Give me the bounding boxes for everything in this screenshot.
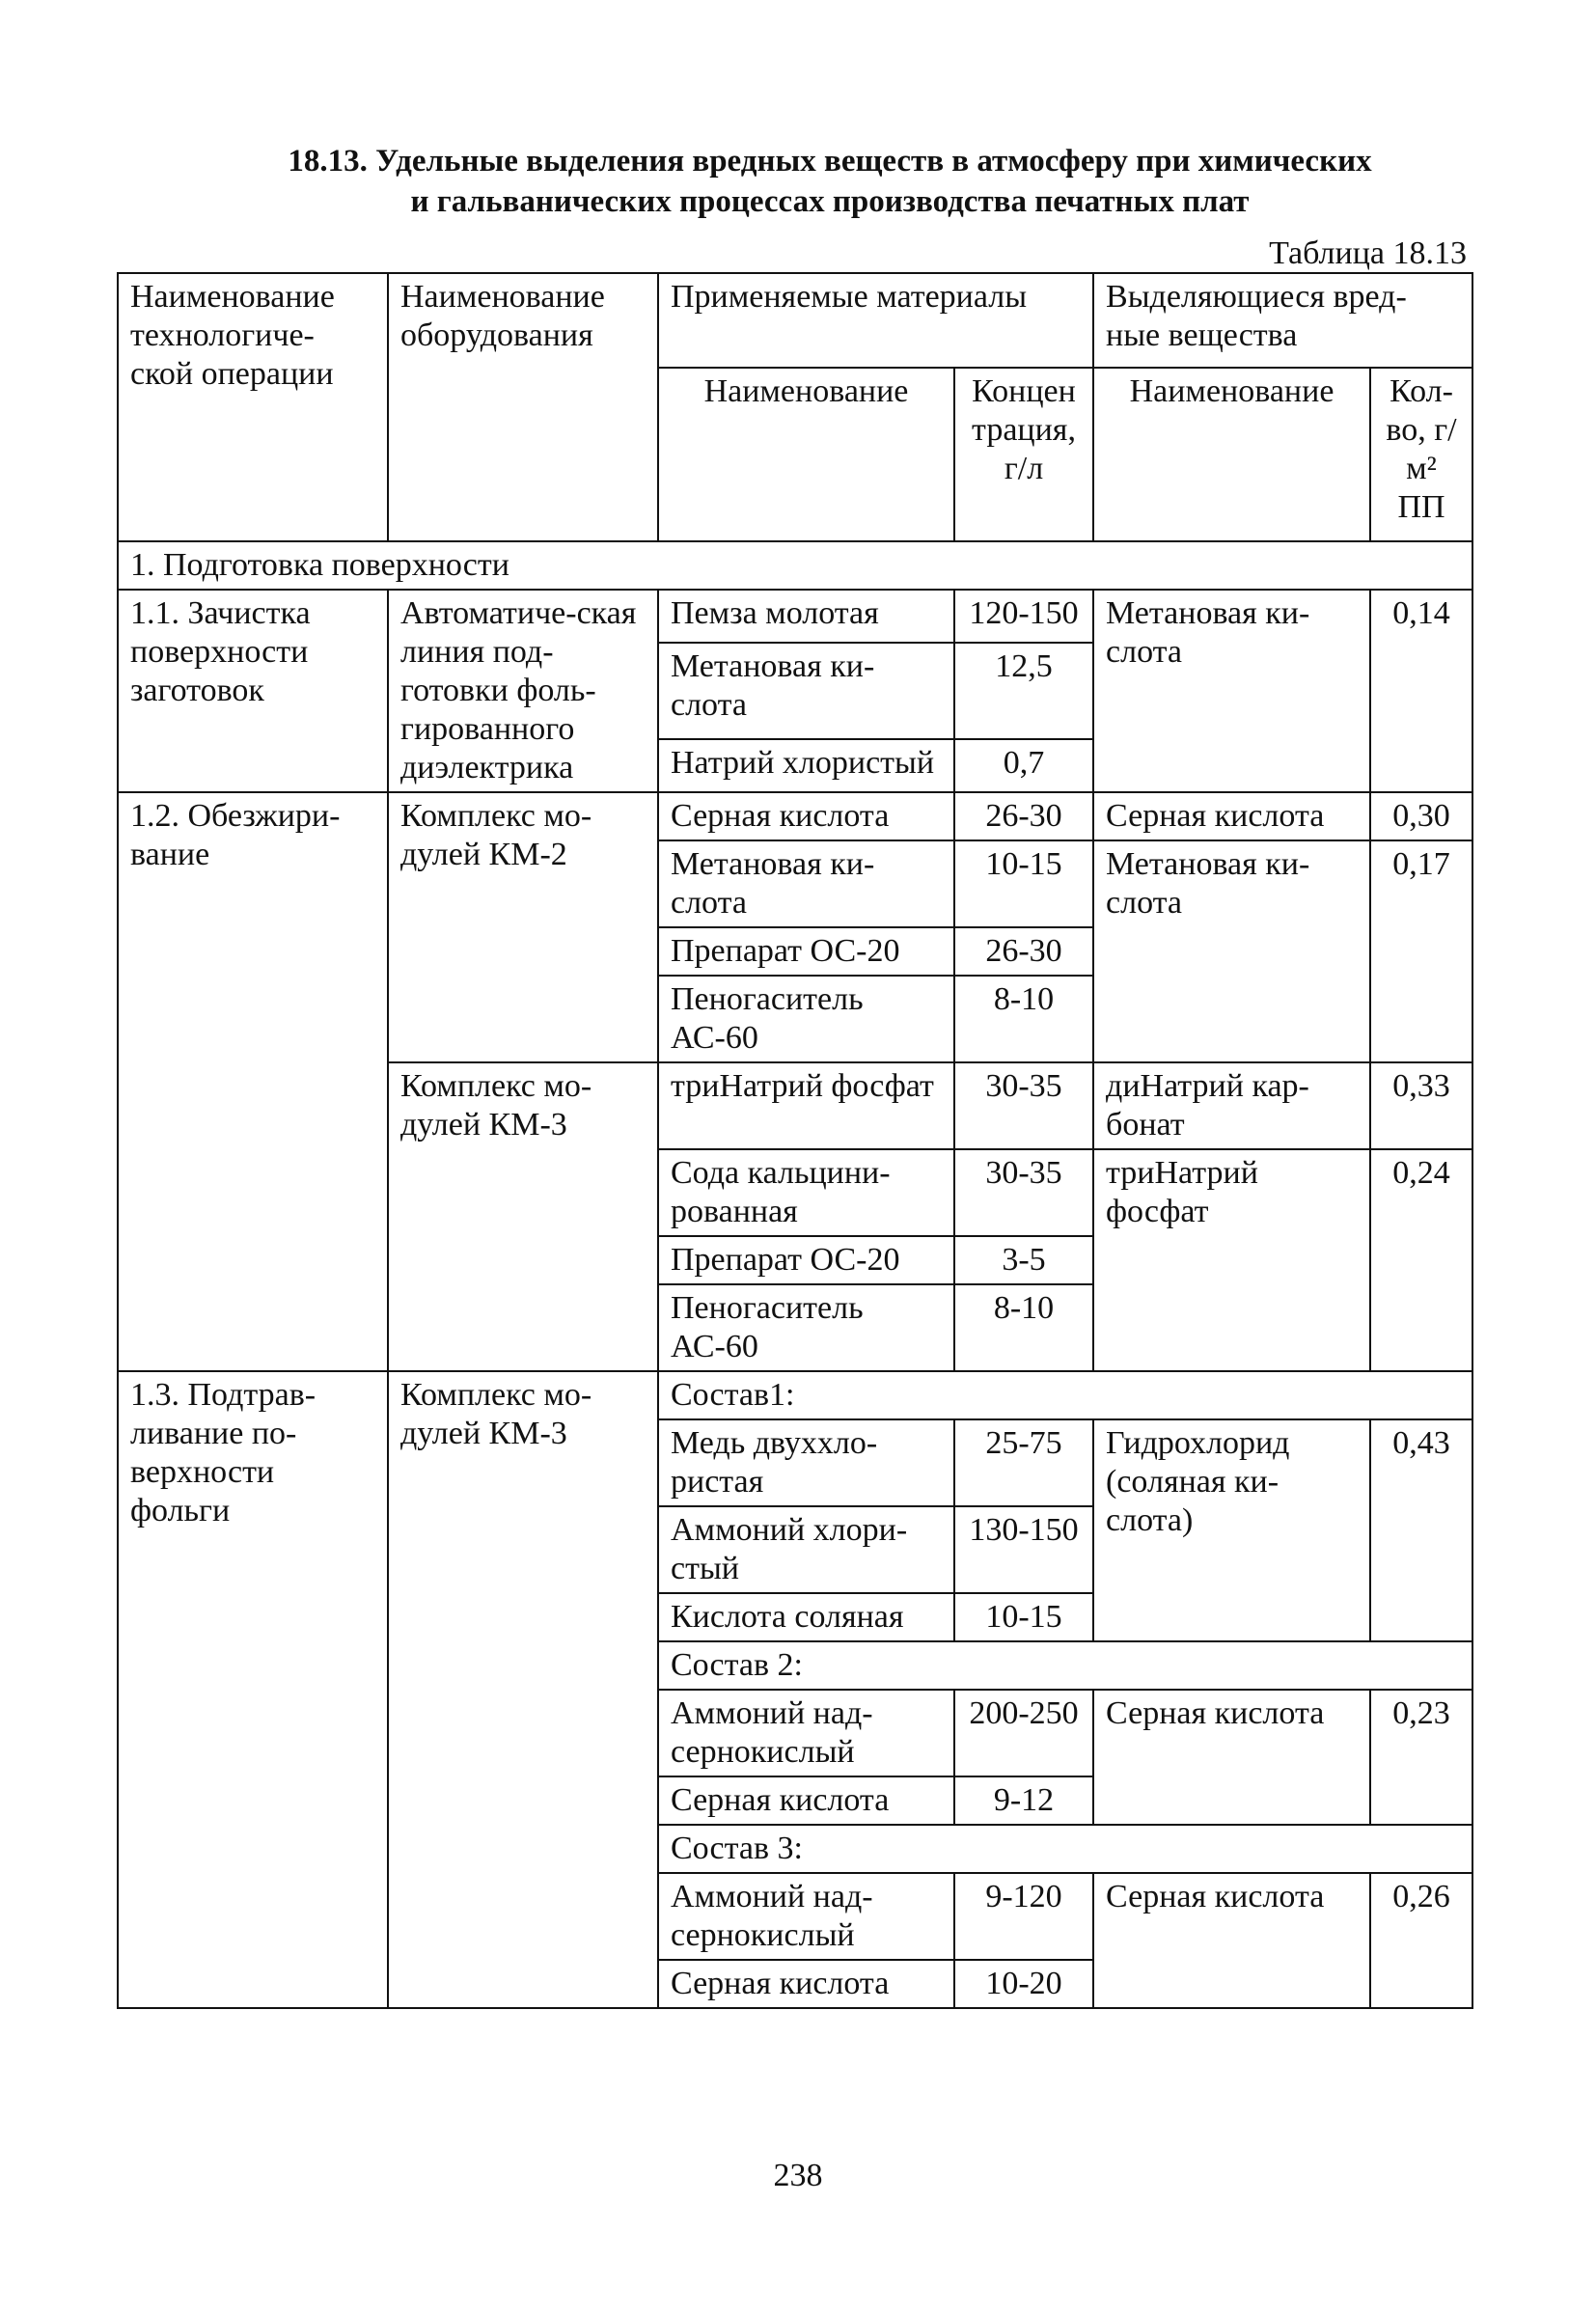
material-name: Препарат ОС-20 (658, 927, 954, 976)
material-concentration: 8-10 (954, 1284, 1093, 1371)
emission-name: триНатрий фосфат (1093, 1149, 1370, 1371)
material-concentration: 26-30 (954, 792, 1093, 840)
material-name: Кислота соляная (658, 1593, 954, 1641)
emission-quantity: 0,30 (1370, 792, 1472, 840)
emission-quantity: 0,33 (1370, 1062, 1472, 1149)
material-concentration: 10-15 (954, 1593, 1093, 1641)
material-name: Метановая ки-слота (658, 840, 954, 927)
header-emissions: Выделяющиеся вред-ные вещества (1093, 273, 1472, 368)
composition-label: Состав 2: (658, 1641, 1472, 1690)
emissions-table-container (117, 272, 1472, 2009)
material-name: Пемза молотая (658, 590, 954, 643)
material-concentration: 26-30 (954, 927, 1093, 976)
table-label: Таблица 18.13 (1269, 235, 1467, 271)
composition-label: Состав1: (658, 1371, 1472, 1419)
emission-name: Серная кислота (1093, 1873, 1370, 2008)
emission-quantity: 0,26 (1370, 1873, 1472, 2008)
header-row-1 (118, 273, 1472, 368)
section-title: 1. Подготовка поверхности (118, 541, 1472, 590)
emission-name: Метановая ки-слота (1093, 590, 1370, 792)
material-name: Препарат ОС-20 (658, 1236, 954, 1284)
material-concentration: 9-12 (954, 1776, 1093, 1825)
page-number: 238 (773, 2158, 823, 2193)
material-concentration: 30-35 (954, 1062, 1093, 1149)
material-concentration: 0,7 (954, 739, 1093, 792)
equipment-name: Комплекс мо-дулей КМ-3 (388, 1062, 658, 1371)
emission-quantity: 0,43 (1370, 1419, 1472, 1641)
material-concentration: 130-150 (954, 1506, 1093, 1593)
table-row (118, 1371, 1472, 1419)
material-name: Аммоний над-сернокислый (658, 1873, 954, 1960)
emission-name: Серная кислота (1093, 1690, 1370, 1825)
composition-label: Состав 3: (658, 1825, 1472, 1873)
header-material-name: Наименование (658, 368, 954, 541)
operation-name: 1.2. Обезжири-вание (118, 792, 388, 1371)
material-concentration: 9-120 (954, 1873, 1093, 1960)
material-name: Пеногаситель АС-60 (658, 1284, 954, 1371)
page-title (193, 141, 1467, 222)
emissions-table (117, 272, 1473, 2009)
material-concentration: 12,5 (954, 643, 1093, 738)
material-name: Серная кислота (658, 792, 954, 840)
equipment-name: Комплекс мо-дулей КМ-2 (388, 792, 658, 1062)
material-concentration: 10-15 (954, 840, 1093, 927)
emission-quantity: 0,24 (1370, 1149, 1472, 1371)
material-name: Аммоний над-сернокислый (658, 1690, 954, 1776)
header-materials: Применяемые материалы (658, 273, 1093, 368)
emission-quantity: 0,17 (1370, 840, 1472, 1062)
header-emission-quantity: Кол-во, г/м² ПП (1370, 368, 1472, 541)
material-concentration: 200-250 (954, 1690, 1093, 1776)
material-concentration: 8-10 (954, 976, 1093, 1062)
equipment-name: Комплекс мо-дулей КМ-3 (388, 1371, 658, 2008)
material-name: Медь двуххло-ристая (658, 1419, 954, 1506)
material-name: триНатрий фосфат (658, 1062, 954, 1149)
material-name: Сода кальцини-рованная (658, 1149, 954, 1236)
material-concentration: 3-5 (954, 1236, 1093, 1284)
header-equipment: Наименование оборудования (388, 273, 658, 541)
emission-name: Гидрохлорид (соляная ки-слота) (1093, 1419, 1370, 1641)
equipment-name: Автоматиче-ская линия под-готовки фоль-гированного диэлектрика (388, 590, 658, 792)
material-name: Серная кислота (658, 1960, 954, 2008)
header-operation: Наименование технологиче-ской операции (118, 273, 388, 541)
material-concentration: 25-75 (954, 1419, 1093, 1506)
emission-quantity: 0,14 (1370, 590, 1472, 792)
operation-name: 1.1. Зачистка поверхности заготовок (118, 590, 388, 792)
title-line-1: 18.13. Удельные выделения вредных веществ в атмосферу при химических (288, 144, 1372, 179)
header-material-concentration: Концен трация, г/л (954, 368, 1093, 541)
header-emission-name: Наименование (1093, 368, 1370, 541)
material-concentration: 120-150 (954, 590, 1093, 643)
material-name: Пеногаситель АС-60 (658, 976, 954, 1062)
table-row (118, 792, 1472, 840)
emission-name: Метановая ки-слота (1093, 840, 1370, 1062)
emission-quantity: 0,23 (1370, 1690, 1472, 1825)
emission-name: диНатрий кар-бонат (1093, 1062, 1370, 1149)
material-name: Аммоний хлори-стый (658, 1506, 954, 1593)
emission-name: Серная кислота (1093, 792, 1370, 840)
section-row (118, 541, 1472, 590)
material-concentration: 30-35 (954, 1149, 1093, 1236)
material-name: Серная кислота (658, 1776, 954, 1825)
table-row (118, 590, 1472, 643)
operation-name: 1.3. Подтрав-ливание по-верхности фольги (118, 1371, 388, 2008)
material-concentration: 10-20 (954, 1960, 1093, 2008)
title-line-2: и гальванических процессах производства печатных плат (410, 184, 1250, 219)
material-name: Натрий хлористый (658, 739, 954, 792)
material-name: Метановая ки-слота (658, 643, 954, 738)
